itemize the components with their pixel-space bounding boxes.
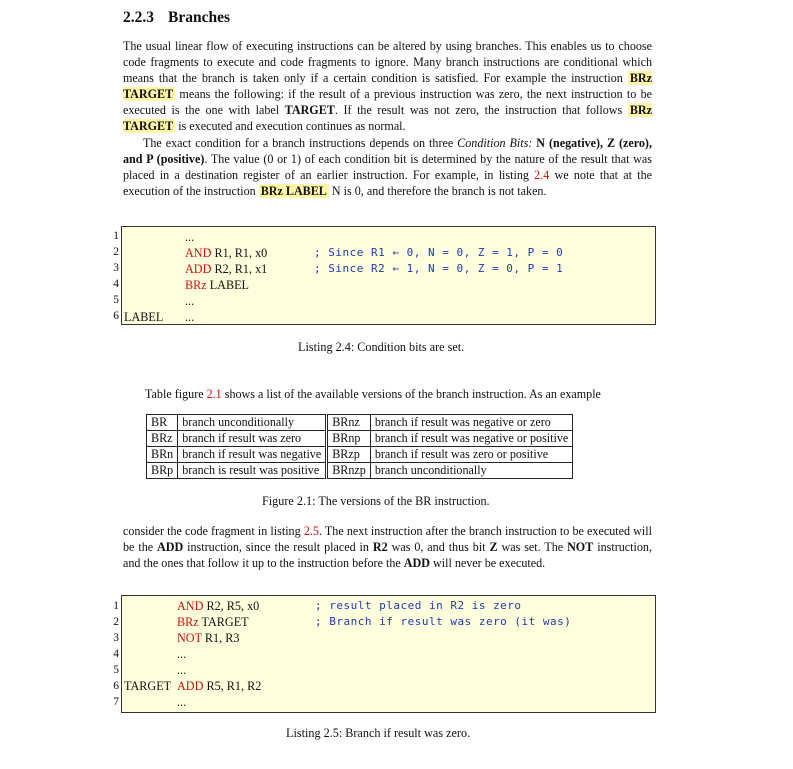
line-number: 6 [113,680,119,692]
code-line [185,309,194,325]
line-number: 7 [113,696,119,708]
code-comment: ; Branch if result was zero (it was) [315,615,572,628]
inline-code-brz-target: BRz TARGET [123,71,652,102]
code-line [177,614,249,630]
table-row [147,415,573,431]
code-operands: R2, R1, x1 [211,262,268,276]
instruction-cell: BRn [147,447,178,463]
code-operands: R1, R1, x0 [211,246,268,260]
code-operands: R5, R1, R2 [203,679,262,693]
instruction-cell: BR [147,415,178,431]
inline-code-brz-target: BRz TARGET [123,103,652,134]
description-cell: branch if result was negative or zero [370,415,572,431]
code-comment: ; Since R1 ← 0, N = 0, Z = 1, P = 0 [314,246,564,259]
line-number: 5 [113,294,119,306]
description-cell: branch unconditionally [370,463,572,479]
listing-2-4-caption: Listing 2.4: Condition bits are set. [298,340,465,354]
code-opcode: ... [177,695,187,709]
section-number: 2.2.3 [123,9,154,26]
figure-reference[interactable]: 2.1 [206,387,222,401]
code-line [185,293,194,309]
code-comment: ; result placed in R2 is zero [315,599,522,612]
code-opcode: BRz [185,278,207,292]
branch-versions-table [146,414,573,479]
code-opcode: ... [185,310,195,324]
description-cell: branch if result was zero or positive [370,447,572,463]
listing-reference[interactable]: 2.4 [534,167,550,182]
paragraph-intro: The usual linear flow of executing instructions can be altered by using branches. This enables us to choose code fragments to execute and code fragments to ignore. Many branch instructions are conditional which means that the branch is taken only if a certain condition is satisfied. For example the instruction BRz TARGET means the following: if the result of a previous instruction was zero, the next instruction to be executed is the one with label TARGET. If the result was not zero, the instruction that follows BRz TARGET is executed and execution continues as normal. The exact condition for a branch instructions depends on three Condition Bits: N (negative), Z (zero), and P (positive). The value (0 or 1) of each condition bit is determined by the nature of the result that was placed in a destination register of an earlier instruction. For example, in listing 2.4 we note that at the execution of the instruction BRz LABEL N is 0, and therefore the branch is not taken. [123,39,652,198]
code-operands: R2, R5, x0 [203,599,260,613]
code-opcode: ADD [185,262,212,276]
description-cell: branch is result was positive [178,463,327,479]
instruction-cell: BRz [147,431,178,447]
paragraph-table-intro: Table figure 2.1 shows a list of the available versions of the branch instruction. As an example [145,387,601,401]
description-cell: branch if result was negative [178,447,327,463]
line-number: 3 [113,262,119,274]
code-line [185,245,267,261]
paragraph-explanation: consider the code fragment in listing 2.5. The next instruction after the branch instruction to be executed will be the ADD instruction, since the result placed in R2 was 0, and thus bit Z was set. The NOT instruction, and the ones that follow it up to the instruction before the ADD will never be executed. [123,524,652,571]
code-label: TARGET [124,679,172,693]
table-row [147,431,573,447]
line-number: 4 [113,648,119,660]
code-line [177,678,261,694]
code-line [185,261,267,277]
line-number: 2 [113,246,119,258]
code-opcode: ... [177,647,187,661]
code-line [177,694,186,710]
code-label: LABEL [124,310,164,324]
code-opcode: AND [177,599,204,613]
inline-code-brz-label: BRz LABEL [260,183,327,198]
listing2-line-numbers [109,598,119,710]
table-row [147,463,573,479]
instruction-cell: BRzp [327,447,371,463]
code-opcode: NOT [177,631,202,645]
code-comment: ; Since R2 ← 1, N = 0, Z = 0, P = 1 [314,262,564,275]
line-number: 1 [113,230,119,242]
section-title: Branches [168,9,230,26]
listing-2-4 [121,226,656,325]
code-opcode: ADD [177,679,204,693]
listing-2-5-caption: Listing 2.5: Branch if result was zero. [286,726,471,740]
instruction-cell: BRp [147,463,178,479]
instruction-cell: BRnz [327,415,371,431]
code-operands: R1, R3 [201,631,240,645]
code-line [177,598,259,614]
line-number: 2 [113,616,119,628]
code-opcode: ... [185,294,195,308]
table-row [147,447,573,463]
description-cell: branch if result was zero [178,431,327,447]
code-opcode: AND [185,246,212,260]
listing1-line-numbers [109,228,119,324]
code-opcode: ... [185,230,195,244]
line-number: 6 [113,310,119,322]
code-line [185,277,249,293]
code-line [177,630,239,646]
section-heading [123,9,230,27]
figure-2-1-caption: Figure 2.1: The versions of the BR instruction. [262,494,490,508]
instruction-cell: BRnzp [327,463,371,479]
code-opcode: ... [177,663,187,677]
line-number: 4 [113,278,119,290]
code-operands: TARGET [198,615,249,629]
line-number: 5 [113,664,119,676]
description-cell: branch if result was negative or positive [370,431,572,447]
code-line [185,229,194,245]
code-operands: LABEL [206,278,249,292]
line-number: 3 [113,632,119,644]
code-line [177,662,186,678]
instruction-cell: BRnp [327,431,371,447]
line-number: 1 [113,600,119,612]
code-line [177,646,186,662]
listing-reference[interactable]: 2.5 [303,524,319,538]
description-cell: branch unconditionally [178,415,327,431]
listing-2-5 [121,595,656,713]
code-opcode: BRz [177,615,199,629]
